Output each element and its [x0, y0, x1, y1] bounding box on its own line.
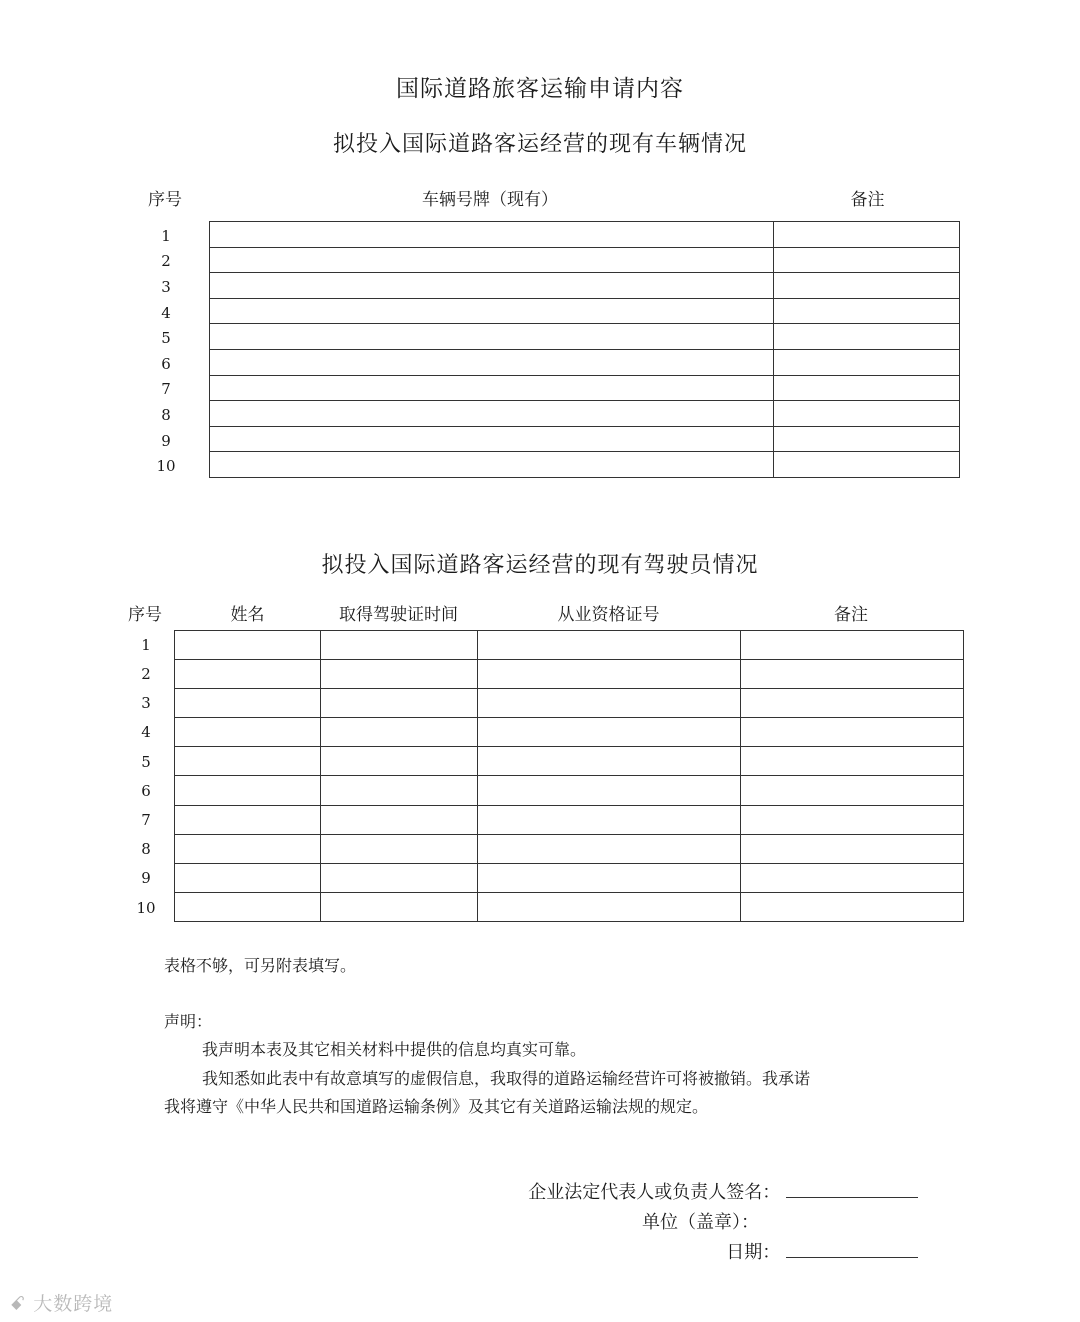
name-cell[interactable]	[175, 892, 321, 921]
row-number: 6	[161, 355, 171, 373]
table-row	[175, 834, 964, 863]
row-number: 4	[141, 723, 151, 741]
watermark	[10, 1289, 113, 1316]
remark-cell[interactable]	[741, 689, 964, 718]
plate-cell[interactable]	[210, 298, 774, 324]
name-cell[interactable]	[175, 805, 321, 834]
qualification-no-cell[interactable]	[478, 660, 741, 689]
remark-cell[interactable]	[774, 426, 960, 452]
name-cell[interactable]	[175, 718, 321, 747]
qualification-no-cell[interactable]	[478, 892, 741, 921]
row-number: 9	[161, 432, 171, 450]
table-row	[175, 747, 964, 776]
license-date-cell[interactable]	[321, 689, 478, 718]
table-row	[210, 375, 960, 401]
license-date-cell[interactable]	[321, 892, 478, 921]
document-title: 国际道路旅客运输申请内容	[396, 76, 684, 102]
row-number: 10	[156, 457, 176, 475]
plate-cell[interactable]	[210, 452, 774, 478]
row-number: 6	[141, 782, 151, 800]
row-number: 7	[161, 380, 171, 398]
table-row	[210, 324, 960, 350]
declaration-line-1: 我声明本表及其它相关材料中提供的信息均真实可靠。	[202, 1040, 587, 1059]
row-number: 1	[141, 636, 151, 654]
row-number: 9	[141, 869, 151, 887]
plate-cell[interactable]	[210, 375, 774, 401]
remark-cell[interactable]	[774, 324, 960, 350]
table-row	[175, 805, 964, 834]
row-number: 2	[161, 252, 171, 270]
vehicles-col-plate: 车辆号牌（现有）	[422, 190, 558, 210]
qualification-no-cell[interactable]	[478, 689, 741, 718]
plate-cell[interactable]	[210, 426, 774, 452]
row-number: 8	[161, 406, 171, 424]
table-row	[175, 689, 964, 718]
remark-cell[interactable]	[774, 298, 960, 324]
drivers-heading: 拟投入国际道路客运经营的现有驾驶员情况	[321, 553, 759, 578]
name-cell[interactable]	[175, 776, 321, 805]
date-row	[726, 1238, 918, 1264]
license-date-cell[interactable]	[321, 834, 478, 863]
remark-cell[interactable]	[741, 631, 964, 660]
row-number: 5	[141, 753, 151, 771]
license-date-cell[interactable]	[321, 718, 478, 747]
remark-cell[interactable]	[741, 718, 964, 747]
plate-cell[interactable]	[210, 247, 774, 273]
drivers-table	[174, 630, 964, 922]
drivers-col-name: 姓名	[230, 605, 265, 625]
table-row	[210, 298, 960, 324]
table-row	[175, 892, 964, 921]
table-row	[210, 222, 960, 248]
remark-cell[interactable]	[774, 222, 960, 248]
name-cell[interactable]	[175, 834, 321, 863]
plate-cell[interactable]	[210, 349, 774, 375]
table-note: 表格不够，可另附表填写。	[164, 956, 357, 975]
declaration-line-2: 我知悉如此表中有故意填写的虚假信息，我取得的道路运输经营许可将被撤销。我承诺	[202, 1069, 811, 1088]
table-row	[175, 718, 964, 747]
drivers-col-license-date: 取得驾驶证时间	[339, 605, 458, 625]
remark-cell[interactable]	[774, 273, 960, 299]
table-row	[175, 631, 964, 660]
name-cell[interactable]	[175, 689, 321, 718]
row-number: 3	[141, 694, 151, 712]
vehicles-col-remark: 备注	[850, 190, 885, 210]
license-date-cell[interactable]	[321, 660, 478, 689]
table-row	[175, 863, 964, 892]
qualification-no-cell[interactable]	[478, 631, 741, 660]
vehicles-col-seq: 序号	[148, 190, 182, 210]
drivers-col-remark: 备注	[834, 605, 868, 625]
remark-cell[interactable]	[741, 892, 964, 921]
vehicles-heading: 拟投入国际道路客运经营的现有车辆情况	[332, 132, 747, 157]
table-row	[210, 426, 960, 452]
remark-cell[interactable]	[741, 834, 964, 863]
plate-cell[interactable]	[210, 401, 774, 427]
remark-cell[interactable]	[774, 452, 960, 478]
declaration-label: 声明：	[164, 1012, 213, 1031]
plate-cell[interactable]	[210, 273, 774, 299]
plate-cell[interactable]	[210, 222, 774, 248]
remark-cell[interactable]	[774, 375, 960, 401]
representative-signature-field[interactable]	[786, 1179, 918, 1198]
signature-row	[528, 1178, 918, 1204]
watermark-text: 大数跨境	[33, 1293, 114, 1315]
remark-cell[interactable]	[774, 401, 960, 427]
qualification-no-cell[interactable]	[478, 776, 741, 805]
remark-cell[interactable]	[741, 747, 964, 776]
remark-cell[interactable]	[741, 776, 964, 805]
license-date-cell[interactable]	[321, 776, 478, 805]
remark-cell[interactable]	[741, 805, 964, 834]
qualification-no-cell[interactable]	[478, 805, 741, 834]
declaration-line-3: 我将遵守《中华人民共和国道路运输条例》及其它有关道路运输法规的规定。	[164, 1097, 709, 1116]
name-cell[interactable]	[175, 863, 321, 892]
name-cell[interactable]	[175, 631, 321, 660]
date-label: 日期：	[726, 1242, 781, 1263]
row-number: 7	[141, 811, 151, 829]
table-row	[210, 273, 960, 299]
qualification-no-cell[interactable]	[478, 863, 741, 892]
row-number: 5	[161, 329, 171, 347]
drivers-col-qualification-no: 从业资格证号	[557, 605, 660, 625]
drivers-col-seq: 序号	[128, 605, 162, 625]
table-row	[210, 349, 960, 375]
row-number: 2	[141, 665, 151, 683]
remark-cell[interactable]	[774, 247, 960, 273]
watermark-logo-icon: ꗃ	[10, 1293, 27, 1315]
table-row	[210, 247, 960, 273]
row-number: 8	[141, 840, 151, 858]
qualification-no-cell[interactable]	[478, 718, 741, 747]
row-number: 1	[161, 227, 171, 245]
representative-signature-label: 企业法定代表人或负责人签名：	[528, 1182, 781, 1203]
qualification-no-cell[interactable]	[478, 834, 741, 863]
row-number: 10	[136, 899, 156, 917]
table-row	[210, 452, 960, 478]
license-date-cell[interactable]	[321, 747, 478, 776]
remark-cell[interactable]	[774, 349, 960, 375]
qualification-no-cell[interactable]	[478, 747, 741, 776]
name-cell[interactable]	[175, 660, 321, 689]
table-row	[175, 660, 964, 689]
unit-seal-label: 单位（盖章）：	[642, 1212, 759, 1233]
row-number: 3	[161, 278, 171, 296]
table-row	[210, 401, 960, 427]
license-date-cell[interactable]	[321, 863, 478, 892]
date-field[interactable]	[786, 1239, 918, 1258]
license-date-cell[interactable]	[321, 631, 478, 660]
license-date-cell[interactable]	[321, 805, 478, 834]
plate-cell[interactable]	[210, 324, 774, 350]
row-number: 4	[161, 304, 171, 322]
remark-cell[interactable]	[741, 863, 964, 892]
table-row	[175, 776, 964, 805]
name-cell[interactable]	[175, 747, 321, 776]
remark-cell[interactable]	[741, 660, 964, 689]
vehicles-table	[209, 221, 960, 478]
